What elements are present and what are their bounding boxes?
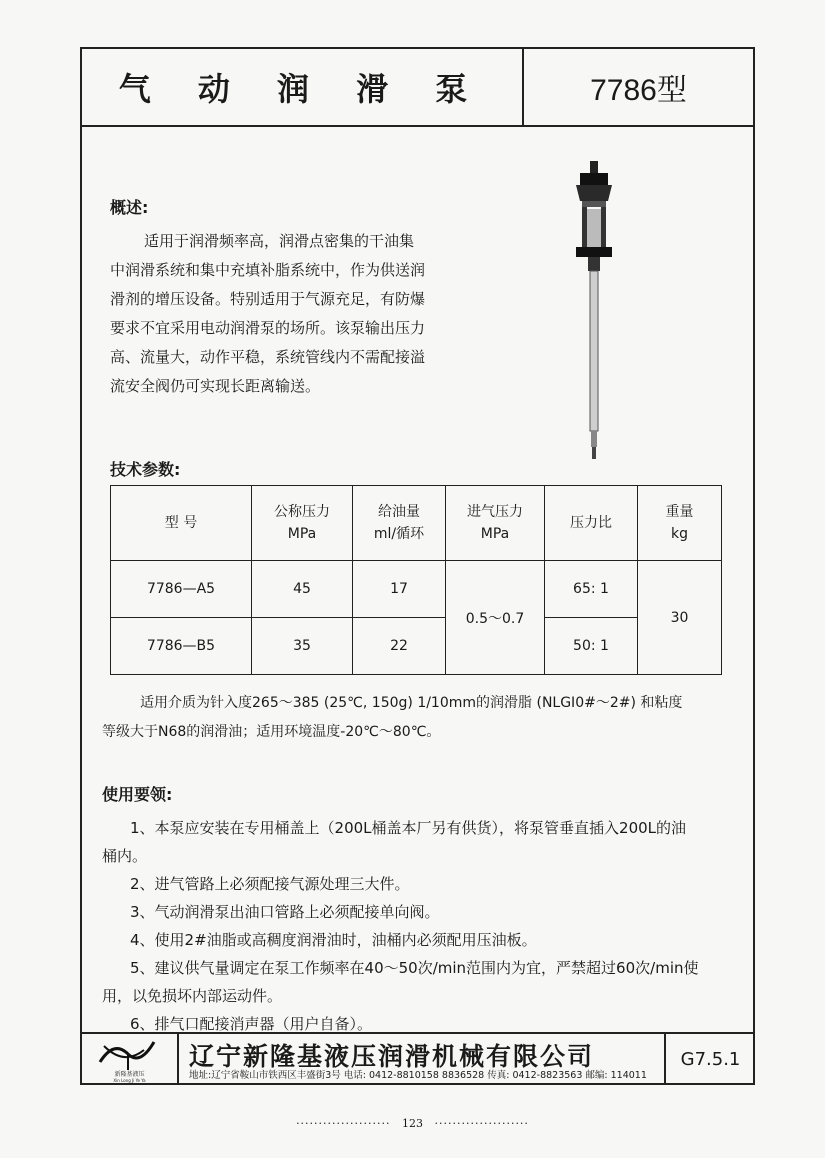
usage-item: 1、本泵应安装在专用桶盖上（200L桶盖本厂另有供货），将泵管垂直插入200L的油 (130, 819, 687, 837)
specs-table (110, 485, 722, 675)
page-number-left-dots: ····················· (296, 1117, 391, 1130)
page-number-right-dots: ····················· (434, 1117, 529, 1130)
ratio-cell: 50: 1 (545, 618, 638, 675)
usage-item: 2、进气管路上必须配接气源处理三大件。 (130, 875, 410, 893)
model-cell: 7786—B5 (111, 618, 252, 675)
logo-text: 新隆基液压 (114, 1071, 145, 1078)
column-header-label: 压力比 (570, 515, 612, 531)
column-header (111, 486, 252, 561)
overview-line: 适用于润滑频率高，润滑点密集的干油集 (144, 232, 415, 250)
column-header-unit: ml/循环 (373, 526, 425, 542)
overview-line: 要求不宜采用电动润滑泵的场所。该泵输出压力 (110, 319, 426, 337)
medium-note-line: 适用介质为针入度265～385 (25℃, 150g) 1/10mm的润滑脂 (NLGI0#～2#) 和粘度 (140, 695, 683, 711)
medium-note (102, 689, 747, 747)
page-number (0, 1117, 825, 1130)
page-title: 气 动 润 滑 泵 (82, 49, 524, 125)
header (82, 49, 753, 127)
column-header (353, 486, 446, 561)
logo-subtext: Xin Long Ji Ye Ya (113, 1078, 146, 1083)
overview-heading: 概述: (110, 198, 149, 217)
company-name: 辽宁新隆基液压润滑机械有限公司 (189, 1042, 595, 1071)
column-header (252, 486, 353, 561)
specs-heading: 技术参数: (110, 460, 181, 479)
model-cell: 7786—A5 (111, 561, 252, 618)
column-header (638, 486, 722, 561)
company-logo-icon (94, 1036, 164, 1072)
table-row (111, 618, 722, 675)
column-header (446, 486, 545, 561)
table-header-row (111, 486, 722, 561)
overview-line: 滑剂的增压设备。特别适用于气源充足，有防爆 (110, 290, 426, 308)
usage-item: 4、使用2#油脂或高稠度润滑油时，油桶内必须配用压油板。 (130, 931, 537, 949)
oil-cell: 22 (353, 618, 446, 675)
medium-note-line: 等级大于N68的润滑油；适用环境温度-20℃～80℃。 (102, 724, 441, 740)
footer (82, 1032, 753, 1085)
overview-paragraph (110, 227, 510, 401)
usage-list (102, 814, 742, 1038)
weight-cell: 30 (638, 561, 722, 675)
column-header-unit: MPa (287, 526, 317, 542)
oil-cell: 17 (353, 561, 446, 618)
column-header-label: 公称压力 (274, 504, 330, 520)
column-header-unit: MPa (480, 526, 510, 542)
column-header-label: 给油量 (378, 504, 420, 520)
column-header-label: 进气压力 (467, 504, 523, 520)
usage-item: 用，以免损坏内部运动件。 (102, 987, 283, 1005)
overview-line: 流安全阀仍可实现长距离输送。 (110, 377, 321, 395)
ratio-cell: 65: 1 (545, 561, 638, 618)
usage-heading: 使用要领: (102, 785, 173, 804)
table-row (111, 561, 722, 618)
usage-item: 6、排气口配接消声器（用户自备）。 (130, 1015, 373, 1033)
overview-line: 中润滑系统和集中充填补脂系统中，作为供送润 (110, 261, 426, 279)
usage-item: 桶内。 (102, 847, 148, 865)
overview-line: 高、流量大，动作平稳，系统管线内不需配接溢 (110, 348, 426, 366)
usage-item: 5、建议供气量调定在泵工作频率在40～50次/min范围内为宜，严禁超过60次/min使 (130, 959, 699, 977)
catalog-code: G7.5.1 (664, 1034, 755, 1085)
logo (82, 1034, 179, 1085)
air-pressure-cell: 0.5～0.7 (446, 561, 545, 675)
column-header-unit: kg (671, 526, 688, 542)
column-header-label: 重量 (665, 504, 694, 520)
usage-item: 3、气动润滑泵出油口管路上必须配接单向阀。 (130, 903, 440, 921)
column-header-label: 型 号 (164, 515, 198, 531)
pressure-cell: 45 (252, 561, 353, 618)
column-header (545, 486, 638, 561)
page-frame (80, 47, 755, 1085)
page-number-value: 123 (402, 1117, 423, 1130)
pressure-cell: 35 (252, 618, 353, 675)
model-number: 7786型 (590, 74, 687, 107)
company-address: 地址:辽宁省鞍山市铁西区丰盛街3号 电话: 0412-8810158 8836528 传真: 0412-8823563 邮编: 114011 (189, 1070, 647, 1081)
pump-illustration-icon (566, 161, 622, 461)
